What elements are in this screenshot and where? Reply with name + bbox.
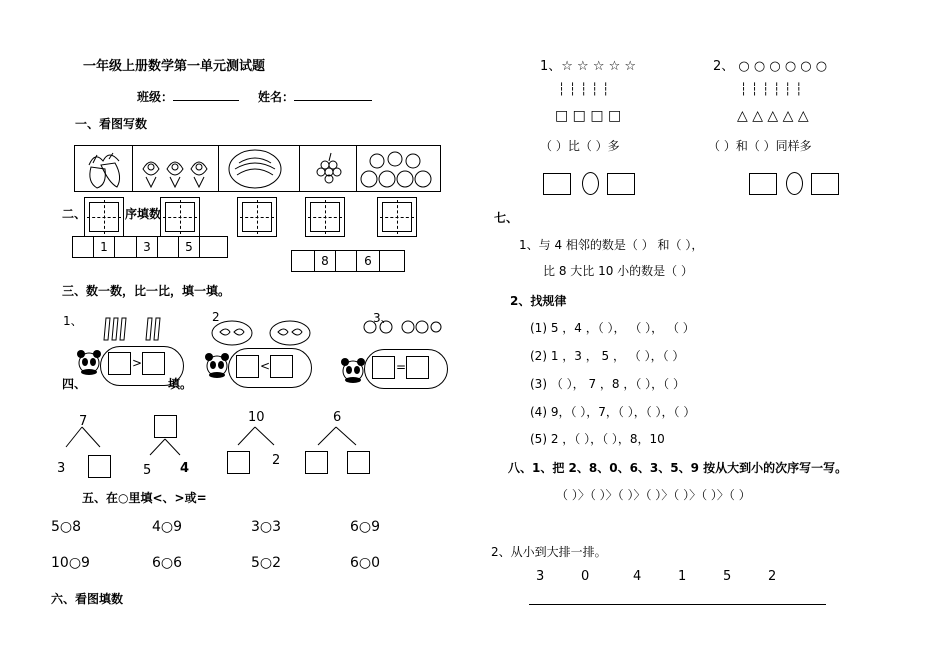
- answer-oval[interactable]: [786, 172, 803, 195]
- circles-row: 2、 ○ ○ ○ ○ ○ ○: [713, 59, 828, 74]
- tree-left-number: 5: [143, 463, 152, 478]
- fish-bowls-picture: [210, 318, 320, 348]
- section-4-title-suffix: 填。: [168, 377, 193, 391]
- tree-top-number: 7: [79, 414, 88, 429]
- divider: [132, 146, 133, 191]
- pattern-row: (3) （ ）， 7 ，8 ，（ ），（ ）: [530, 377, 685, 391]
- answer-box[interactable]: [406, 356, 429, 379]
- class-blank[interactable]: [173, 88, 239, 101]
- sequence-cell: 8: [314, 250, 336, 272]
- answer-line[interactable]: [529, 604, 826, 605]
- sequence-cell: 6: [356, 250, 380, 272]
- compare-sentence: （ ）比（ ）多: [540, 139, 620, 153]
- item-number: 3、: [373, 311, 393, 325]
- grapes-picture: [307, 147, 357, 191]
- answer-box[interactable]: [227, 451, 250, 474]
- panda-icon: [204, 352, 230, 378]
- answer-box[interactable]: [236, 355, 259, 378]
- watermelon-picture: [225, 147, 295, 191]
- sequence-cell: 1: [93, 236, 115, 258]
- answer-box[interactable]: [237, 197, 277, 237]
- pattern-row: (1) 5 ，4 ，（ ）， （ ）， （ ）: [530, 321, 695, 335]
- answer-box[interactable]: [160, 197, 200, 237]
- compare-sign: <: [260, 359, 271, 373]
- question-7-2: 2、找规律: [510, 294, 567, 308]
- pattern-row: (4) 9，（ ），7，（ ），（ ），（ ）: [530, 405, 696, 419]
- section-2-title-rest: 序填数: [125, 207, 162, 221]
- question-7-1b: 比 8 大比 10 小的数是（ ）: [543, 264, 693, 278]
- compare-item[interactable]: 10○9: [51, 555, 90, 571]
- picture-strip: [74, 145, 441, 192]
- answer-box[interactable]: [377, 197, 417, 237]
- sort-number: 1: [678, 569, 687, 584]
- dash-lines: ┆ ┆ ┆ ┆ ┆: [558, 82, 610, 96]
- section-1-title: 一、看图写数: [75, 117, 148, 131]
- sequence-cell[interactable]: [291, 250, 315, 272]
- tree-right-number: 4: [180, 461, 190, 476]
- tree-top-number: 6: [333, 410, 342, 425]
- apples-picture: [362, 317, 442, 347]
- dash-lines: ┆ ┆ ┆ ┆ ┆ ┆: [740, 82, 803, 96]
- answer-box[interactable]: [543, 173, 571, 195]
- answer-box[interactable]: [811, 173, 839, 195]
- answer-box[interactable]: [88, 455, 111, 478]
- tree-right-number: 2: [272, 453, 281, 468]
- answer-box[interactable]: [305, 197, 345, 237]
- question-8-1: 八、1、把 2、8、0、6、3、5、9 按从大到小的次序写一写。: [508, 461, 848, 475]
- compare-item[interactable]: 5○2: [251, 555, 282, 571]
- squares-row: □ □ □ □: [555, 108, 622, 124]
- order-brackets[interactable]: （ ）〉（ ）〉（ ）〉（ ）〉（ ）〉（ ）〉（ ）: [556, 488, 751, 502]
- sequence-cell: 3: [136, 236, 158, 258]
- class-label: 班级：: [137, 90, 174, 104]
- answer-box[interactable]: [270, 355, 293, 378]
- section-2-title: [62, 205, 86, 222]
- compare-sentence: （ ）和（ ）同样多: [708, 139, 812, 153]
- tree-top-number: 10: [248, 410, 265, 425]
- answer-box[interactable]: [607, 173, 635, 195]
- item-number: 2: [212, 310, 220, 324]
- compare-item[interactable]: 6○0: [350, 555, 381, 571]
- panda-icon: [76, 349, 102, 375]
- section-4-title-prefix: 四、: [62, 377, 87, 391]
- stars-row: 1、☆ ☆ ☆ ☆ ☆: [540, 59, 637, 74]
- sequence-cell[interactable]: [335, 250, 357, 272]
- name-blank[interactable]: [294, 88, 372, 101]
- answer-box[interactable]: [347, 451, 370, 474]
- answer-box[interactable]: [372, 356, 395, 379]
- compare-sign: >: [132, 356, 143, 370]
- answer-box[interactable]: [154, 415, 177, 438]
- class-field: [137, 88, 239, 105]
- apples-picture: [359, 147, 441, 191]
- sequence-cell[interactable]: [379, 250, 405, 272]
- sequence-cell[interactable]: [157, 236, 179, 258]
- sort-number: 0: [581, 569, 590, 584]
- sort-number: 3: [536, 569, 545, 584]
- pattern-row: (5) 2 ，（ ），（ ），8，10: [530, 432, 665, 446]
- name-label: 姓名：: [258, 90, 295, 104]
- answer-box[interactable]: [84, 197, 124, 237]
- triangles-row: △ △ △ △ △: [737, 108, 809, 124]
- panda-icon: [340, 357, 366, 383]
- divider: [299, 146, 300, 191]
- compare-item[interactable]: 4○9: [152, 519, 183, 535]
- sequence-cell[interactable]: [72, 236, 94, 258]
- fish-bowl-picture: [137, 147, 217, 191]
- compare-item[interactable]: 5○8: [51, 519, 82, 535]
- pattern-row: (2) 1 ，3 ， 5 ， （ ），（ ）: [530, 349, 685, 363]
- name-field: [258, 88, 372, 105]
- compare-sign: =: [396, 360, 407, 374]
- compare-item[interactable]: 6○6: [152, 555, 183, 571]
- sort-number: 4: [633, 569, 642, 584]
- question-7-1: 1、与 4 相邻的数是（ ） 和（ ），: [519, 238, 704, 252]
- answer-box[interactable]: [142, 352, 165, 375]
- sequence-cell[interactable]: [199, 236, 228, 258]
- compare-item[interactable]: 6○9: [350, 519, 381, 535]
- page-title: 一年级上册数学第一单元测试题: [83, 59, 266, 74]
- answer-box[interactable]: [108, 352, 131, 375]
- question-8-2: 2、从小到大排一排。: [491, 545, 607, 559]
- answer-box[interactable]: [305, 451, 328, 474]
- sort-number: 5: [723, 569, 732, 584]
- vegetables-picture: [79, 147, 129, 191]
- pencils-picture: [100, 316, 170, 342]
- section-5-title: 五、在○里填<、>或=: [82, 491, 207, 505]
- section-6-title: 六、看图填数: [51, 592, 124, 606]
- section-7-title: 七、: [494, 211, 519, 225]
- compare-item[interactable]: 3○3: [251, 519, 282, 535]
- sequence-cell: 5: [178, 236, 200, 258]
- sequence-cell[interactable]: [114, 236, 137, 258]
- section-3-title: 三、数一数，比一比，填一填。: [62, 284, 231, 298]
- answer-oval[interactable]: [582, 172, 599, 195]
- divider: [218, 146, 219, 191]
- item-number: 1、: [63, 314, 83, 328]
- sort-number: 2: [768, 569, 777, 584]
- answer-box[interactable]: [749, 173, 777, 195]
- section-2-prefix: 二、: [62, 207, 87, 221]
- tree-left-number: 3: [57, 461, 66, 476]
